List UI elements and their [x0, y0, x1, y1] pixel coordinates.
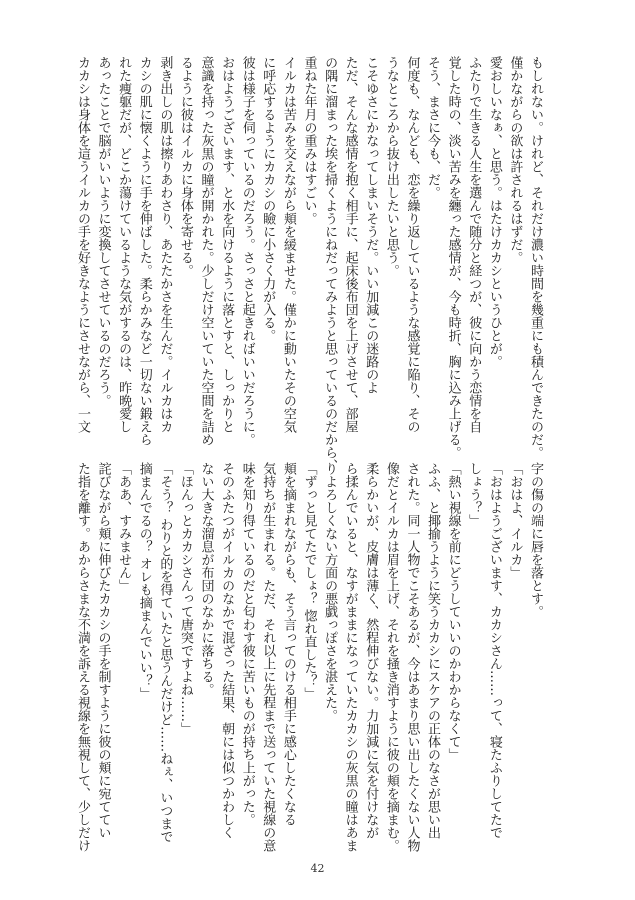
text-line: 「そう？ わりと的を得ていたと思うんだけど……ねぇ、いつまで	[157, 462, 173, 844]
text-line: カカシは身体を這うイルカの手を好きなようにさせながら、一文	[74, 56, 90, 433]
text-line: こそゆさにかなってしまいそうだ。いい加減この迷路のよ	[363, 56, 379, 394]
text-line: ただ、そんな感情を抱く相手に、起床後布団を上げさせて、部屋	[342, 56, 358, 433]
text-line: 気持ちが生まれる。ただ、それ以上に先程まで送っていた視線の意	[260, 462, 276, 852]
text-line: た指を離す。あからさまな不満を訴える視線を無視して、少しだけ	[74, 462, 90, 852]
text-line: ら揉んでいると、なすがままになっていたカカシの灰黒の瞳はあま	[342, 462, 358, 852]
text-line: 頬を摘まれながらも、そう言ってのける相手に感心したくなる	[280, 462, 296, 826]
text-line: 「ああ、すみません」	[116, 462, 132, 592]
text-line: 「おはようございます、カカシさん……って、寝たふりしてたで	[486, 462, 502, 839]
text-line: 字の傷の端に唇を落とす。	[528, 462, 543, 618]
text-line: 愛おしいなぁ、と思う。はたけカカシというひとが。	[486, 56, 502, 368]
text-line: 「ほんっとカカシさんって唐突ですよね……」	[177, 462, 193, 735]
text-line: りよろしくない方面の悪戯っぽさを湛えた。	[322, 462, 338, 722]
text-line: もしれない。けれど、それだけ濃い時間を幾重にも積んできたのだ。	[528, 56, 543, 459]
text-line: あったことで脳がいいように変換してさせているのだろう。	[95, 56, 111, 407]
text-line: 剥き出しの肌は擦りあわさり、あたたかさを生んだ。イルカはカ	[157, 56, 173, 433]
text-line: に呼応するようにカカシの瞼に小さく力が入る。	[260, 56, 276, 342]
text-line: 「熱い視線を前にどうしていいのかわからなくて」	[445, 462, 461, 761]
text-line: おはようございます、と水を向けるように落とすと、しっかりと	[219, 56, 235, 433]
text-line: 重ねた年月の重みはすごい。	[301, 56, 317, 225]
text-line: イルカは苦みを交えながら頬を緩ませた。僅かに動いたその空気	[280, 56, 296, 433]
text-line: 意識を持った灰黒の瞳が開かれた。少しだけ空いていた空間を詰め	[198, 56, 214, 446]
text-line: 覚した時の、淡い苦みを纏った感情が、今も時折、胸に込み上げる。	[445, 56, 461, 459]
text-line: 詫びながら頬に伸びたカカシの手を制すように彼の頬に宛ててい	[95, 462, 111, 839]
text-line: 味を知り得ているのだと匂わす彼に苦いものが持ち上がった。	[239, 462, 255, 826]
text-line: 「ずっと見てたでしょ？ 惚れ直した？」	[301, 462, 317, 701]
text-line: ない大きな溜息が布団のなかに落ちる。	[198, 462, 214, 696]
text-line: された。同一人物でこそあるが、今はあまり思い出したくない人物	[404, 462, 420, 852]
text-line: うなところから抜け出したいと思う。	[383, 56, 399, 277]
text-line: しょう？」	[466, 462, 482, 527]
text-line: るように彼はイルカに身体を寄せる。	[177, 56, 193, 277]
text-line: そのふたつがイルカのなかで混ざった結果、朝には似つかわしく	[219, 462, 235, 839]
text-line: 僅かながらの欲は許されるはずだ。	[507, 56, 523, 264]
text-line: れた痩躯だが、どこか蕩けているような気がするのは、昨晩愛し	[116, 56, 132, 433]
text-line: 柔らかいが、皮膚は薄く、然程伸びない。力加減に気を付けなが	[363, 462, 379, 839]
text-line: カシの肌に懐くように手を伸ばした。柔らかみなど一切ない鍛えら	[136, 56, 152, 446]
text-line: そう、まさに今も、だ。	[425, 56, 441, 199]
page-number: 42	[310, 862, 325, 875]
text-line: の隅に溜まった埃を掃くようにねだってみようと思っているのだから、	[322, 56, 338, 472]
bottom-text-block	[74, 462, 545, 852]
text-line: 何度も、なんども、恋を繰り返しているような感覚に陥り、その	[404, 56, 420, 433]
top-text-block	[74, 56, 545, 472]
text-line: ふたりで生きる人生を選んで随分と経つが、彼に向かう恋情を自	[466, 56, 482, 433]
text-line: 摘まんでるの？ オレも摘まんでいい？」	[136, 462, 152, 701]
text-line: 「おはよ、イルカ」	[507, 462, 523, 579]
text-line: 彼は様子を伺っているのだろう。さっさと起きればいいだろうに。	[239, 56, 255, 446]
text-line: ふふ、と揶揄うように笑うカカシにスケアの正体のなさが思い出	[425, 462, 441, 839]
text-line: 像だとイルカは眉を上げ、それを掻き消すように彼の頬を摘まむ。	[383, 462, 399, 852]
